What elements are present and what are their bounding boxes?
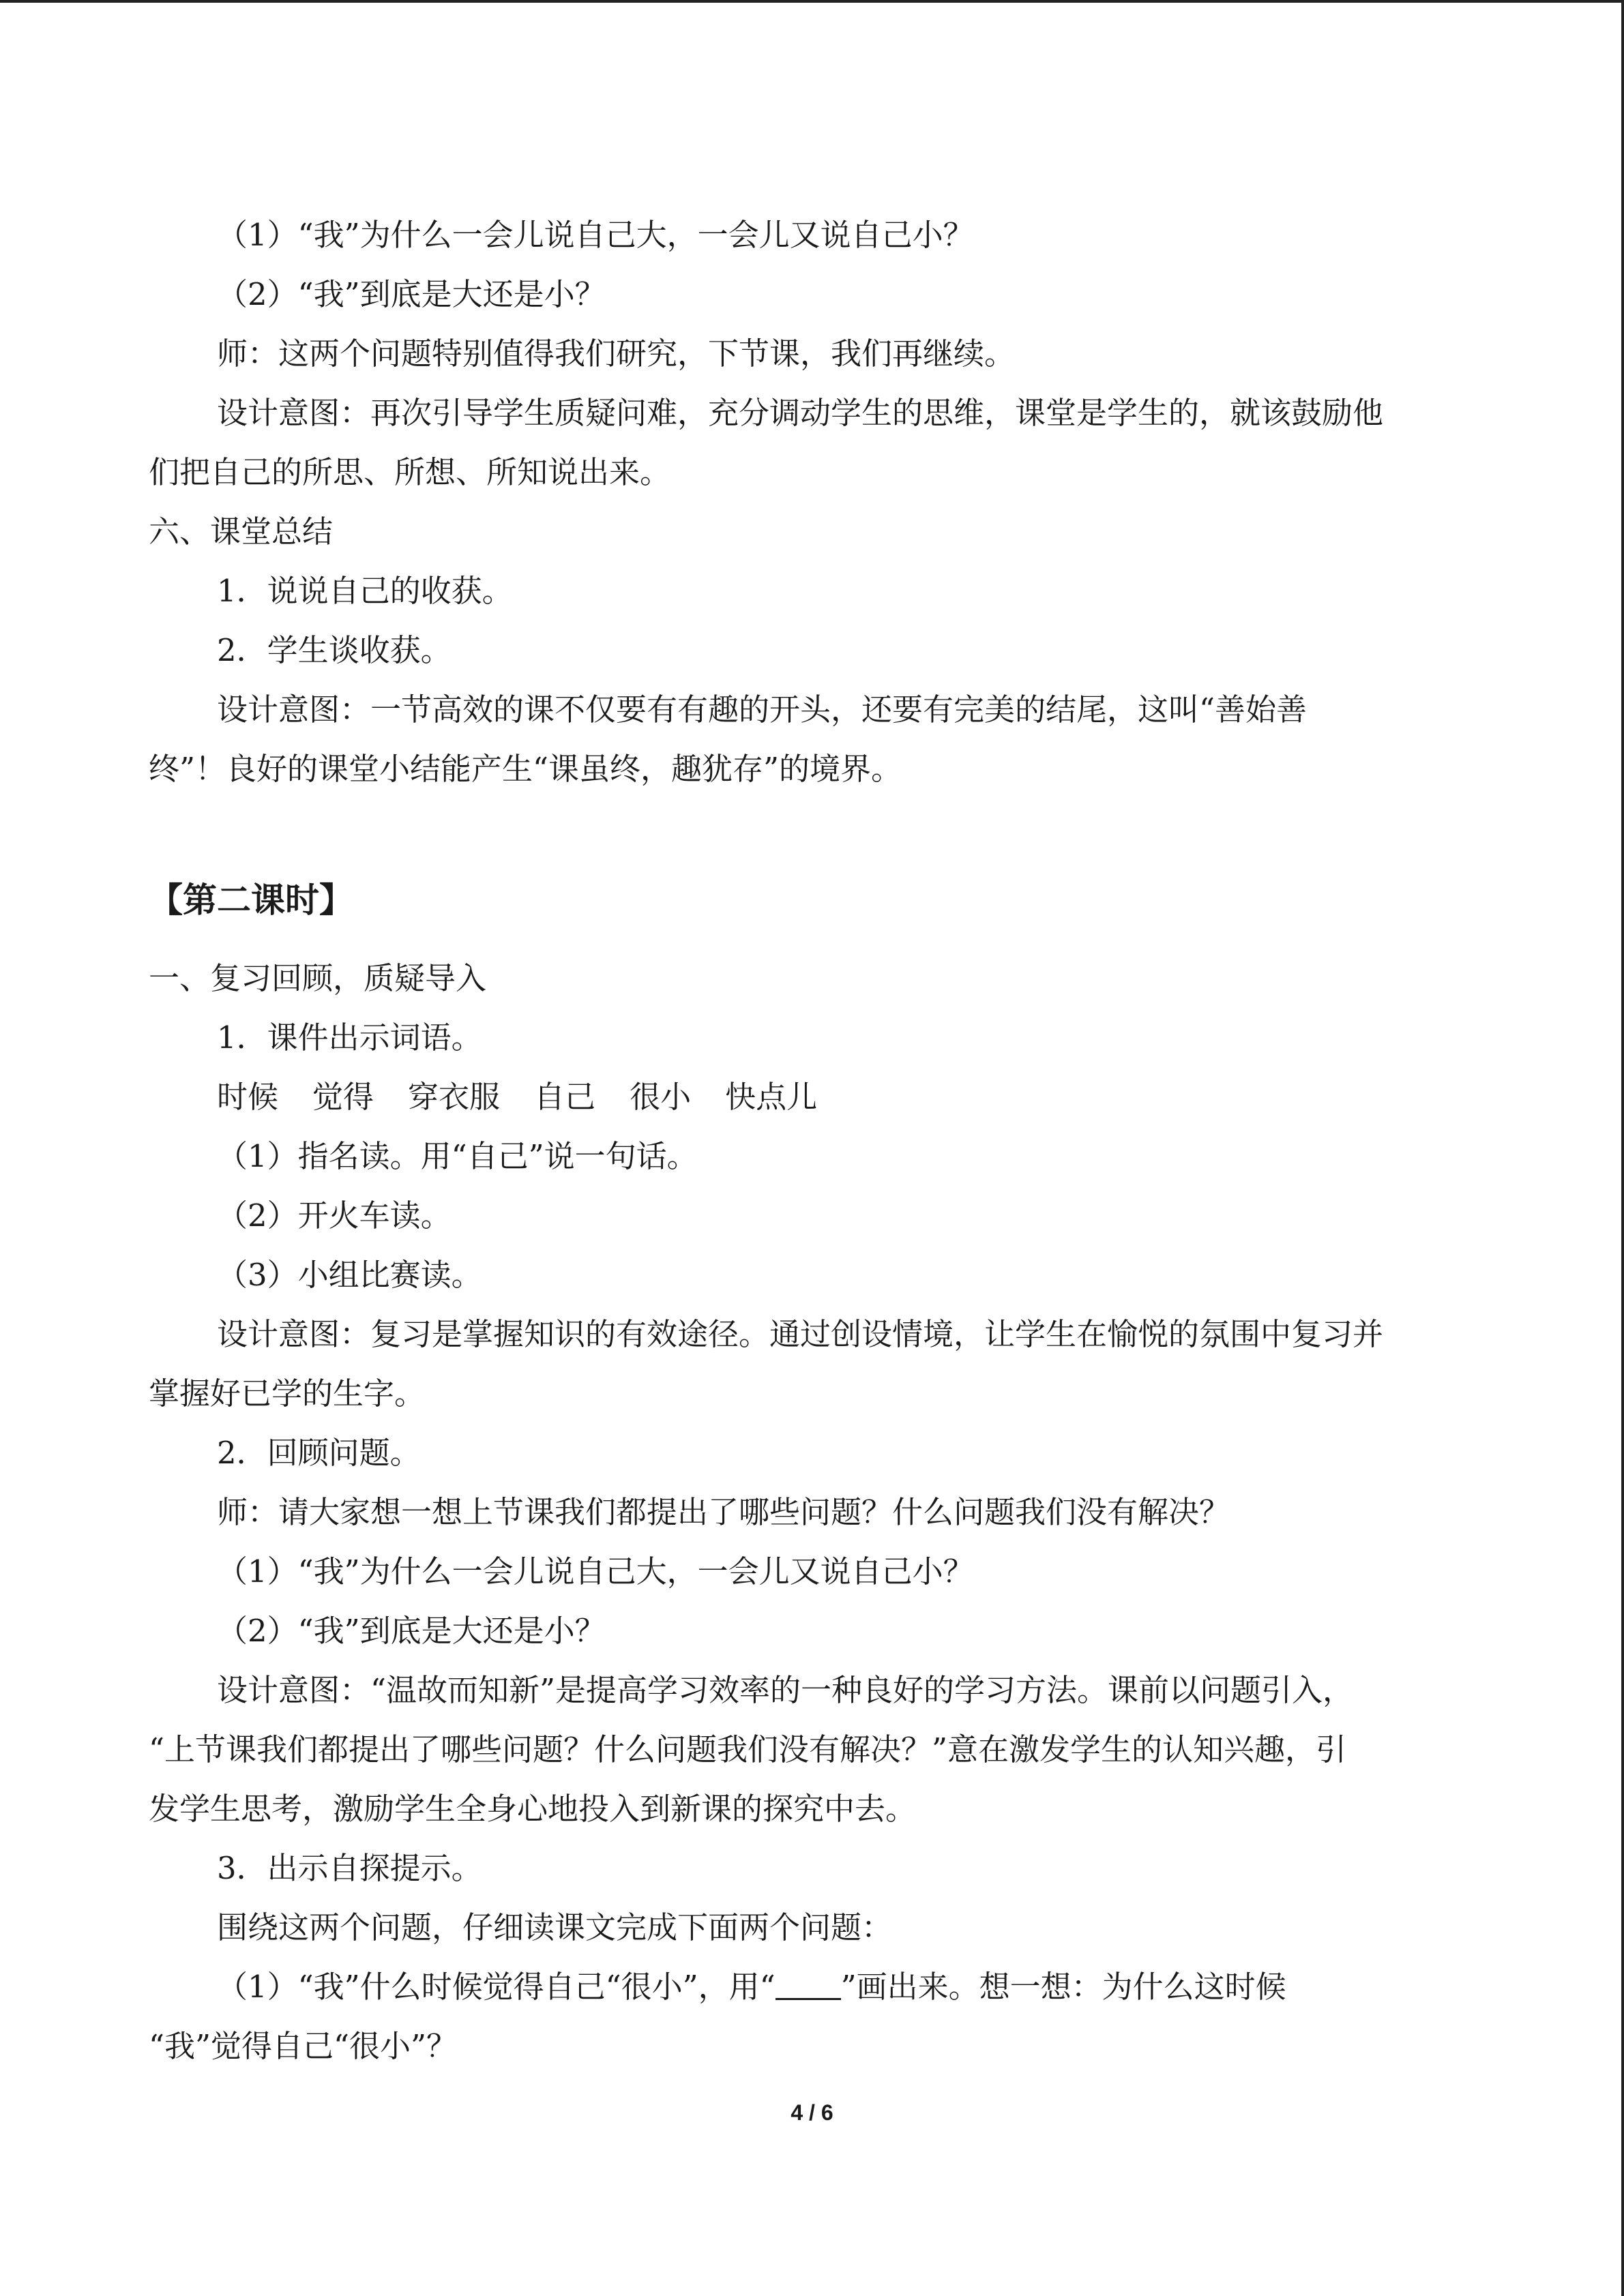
paragraph-line: 围绕这两个问题，仔细读课文完成下面两个问题：: [217, 1909, 893, 1945]
paragraph-line: 终”！良好的课堂小结能产生“课虽终，趣犹存”的境界。: [149, 751, 902, 787]
paragraph-line: 设计意图：再次引导学生质疑问难，充分调动学生的思维，课堂是学生的，就该鼓励他: [217, 395, 1384, 431]
paragraph-line: “上节课我们都提出了哪些问题？什么问题我们没有解决？”意在激发学生的认知兴趣，引: [149, 1731, 1347, 1768]
question-line: “我”觉得自己“很小”？: [149, 2028, 458, 2064]
fill-blank: [776, 1971, 841, 2000]
page-number: 4 / 6: [791, 2100, 833, 2125]
paragraph-line: 发学生思考，激励学生全身心地投入到新课的探究中去。: [149, 1791, 917, 1827]
list-item: （1）指名读。用“自己”说一句话。: [217, 1138, 698, 1174]
page-top-border: [0, 0, 1624, 3]
paragraph-line: 师：这两个问题特别值得我们研究，下节课，我们再继续。: [217, 336, 1016, 372]
paragraph-line: 师：请大家想一想上节课我们都提出了哪些问题？什么问题我们没有解决？: [217, 1494, 1230, 1530]
vocab-word: 穿衣服: [408, 1079, 501, 1115]
list-item: 2．回顾问题。: [217, 1435, 421, 1471]
paragraph-line: 设计意图：复习是掌握知识的有效途径。通过创设情境，让学生在愉悦的氛围中复习并: [217, 1316, 1384, 1352]
list-item: （2）“我”到底是大还是小？: [217, 1613, 606, 1649]
vocab-word: 快点儿: [725, 1079, 818, 1115]
section-subheading: 六、课堂总结: [149, 513, 334, 550]
list-item: （1）“我”为什么一会儿说自己大，一会儿又说自己小？: [217, 1553, 974, 1590]
paragraph-line: 设计意图：“温故而知新”是提高学习效率的一种良好的学习方法。课前以问题引入，: [217, 1672, 1354, 1708]
list-item: 1．课件出示词语。: [217, 1019, 482, 1056]
list-item: （3）小组比赛读。: [217, 1257, 482, 1293]
question-line: [217, 1967, 1286, 2008]
paragraph-line: （2）“我”到底是大还是小？: [217, 276, 606, 312]
vocabulary-words: [217, 1077, 851, 1118]
list-item: 1．说说自己的收获。: [217, 573, 513, 609]
list-item: 3．出示自探提示。: [217, 1850, 482, 1886]
page-right-border: [1621, 0, 1624, 2296]
paragraph-line: 们把自己的所思、所想、所知说出来。: [149, 454, 671, 490]
vocab-word: 自己: [534, 1079, 596, 1115]
paragraph-line: （1）“我”为什么一会儿说自己大，一会儿又说自己小？: [217, 217, 974, 253]
list-item: （2）开火车读。: [217, 1197, 452, 1234]
section-subheading: 一、复习回顾，质疑导入: [149, 960, 487, 996]
paragraph-line: 掌握好已学的生字。: [149, 1375, 426, 1412]
section-heading: 【第二课时】: [149, 880, 353, 920]
question-text-before: （1）“我”什么时候觉得自己“很小”，用“: [217, 1969, 776, 2005]
list-item: 2．学生谈收获。: [217, 632, 452, 668]
paragraph-line: 设计意图：一节高效的课不仅要有有趣的开头，还要有完美的结尾，这叫“善始善: [217, 691, 1308, 728]
vocab-word: 觉得: [312, 1079, 374, 1115]
vocab-word: 时候: [217, 1079, 279, 1115]
vocab-word: 很小: [630, 1079, 692, 1115]
question-text-after: ”画出来。想一想：为什么这时候: [840, 1969, 1286, 2005]
